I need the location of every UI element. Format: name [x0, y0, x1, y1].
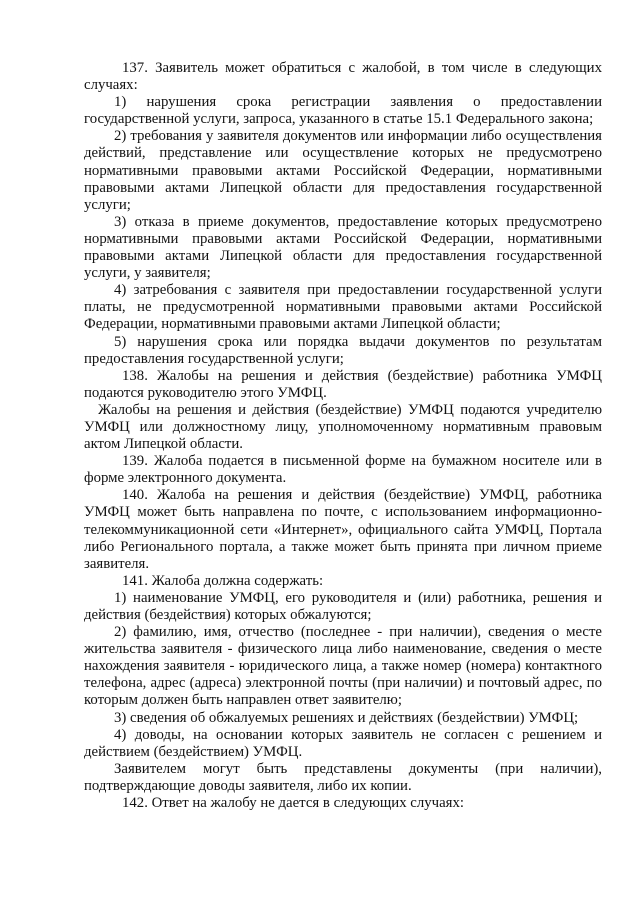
list-item-141-4: 4) доводы, на основании которых заявитель не согласен с решением и действием (бездействием) УМФЦ.: [84, 726, 602, 760]
list-item-137-4: 4) затребования с заявителя при предоставлении государственной услуги платы, не предусмотренной нормативными правовыми актами Российской Федерации, нормативными правовыми актами Липецкой области;: [84, 282, 602, 333]
list-item-141-1: 1) наименование УМФЦ, его руководителя и (или) работника, решения и действия (бездействия) которых обжалуются;: [84, 589, 602, 623]
paragraph-142: 142. Ответ на жалобу не дается в следующих случаях:: [122, 795, 464, 812]
paragraph-138-continued: Жалобы на решения и действия (бездействие) УМФЦ подаются учредителю УМФЦ или должностному лицу, уполномоченному нормативным правовым актом Липецкой области.: [84, 401, 602, 453]
document-page: [84, 60, 602, 812]
list-item-137-2: 2) требования у заявителя документов или информации либо осуществления действий, представление или осуществление которых не предусмотрено нормативными правовыми актами Российской Федерации, нормативными правовыми актами Липецкой области для предоставления государственной услуги;: [84, 128, 602, 213]
list-item-141-3: 3) сведения об обжалуемых решениях и действиях (бездействии) УМФЦ;: [114, 709, 579, 726]
paragraph-138: 138. Жалобы на решения и действия (бездействие) работника УМФЦ подаются руководителю этого УМФЦ.: [84, 367, 602, 401]
paragraph-140: 140. Жалоба на решения и действия (бездействие) УМФЦ, работника УМФЦ может быть направлена по почте, с использованием информационно-телекоммуникационной сети «Интернет», официального сайта УМФЦ, Портала либо Регионального портала, а также может быть принята при личном приеме заявителя.: [84, 487, 602, 572]
list-item-137-5: 5) нарушения срока или порядка выдачи документов по результатам предоставления государственной услуги;: [84, 333, 602, 367]
list-item-137-3: 3) отказа в приеме документов, предоставление которых предусмотрено нормативными правовыми актами Российской Федерации, нормативными правовыми актами Липецкой области для предоставления государственной услуги, у заявителя;: [84, 213, 602, 282]
paragraph-141-note: Заявителем могут быть представлены документы (при наличии), подтверждающие доводы заявителя, либо их копии.: [84, 760, 602, 794]
paragraph-137: 137. Заявитель может обратиться с жалобой, в том числе в следующих случаях:: [84, 60, 602, 94]
paragraph-141: 141. Жалоба должна содержать:: [122, 572, 324, 589]
paragraph-139: 139. Жалоба подается в письменной форме на бумажном носителе или в форме электронного документа.: [84, 453, 602, 487]
list-item-141-2: 2) фамилию, имя, отчество (последнее - при наличии), сведения о месте жительства заявителя - физического лица либо наименование, сведения о месте нахождения заявителя - юридического лица, а также номер (номера) контактного телефона, адрес (адреса) электронной почты (при наличии) и почтовый адрес, по которым должен быть направлен ответ заявителю;: [84, 624, 602, 709]
list-item-137-1: 1) нарушения срока регистрации заявления о предоставлении государственной услуги, запроса, указанного в статье 15.1 Федерального закона;: [84, 94, 602, 128]
